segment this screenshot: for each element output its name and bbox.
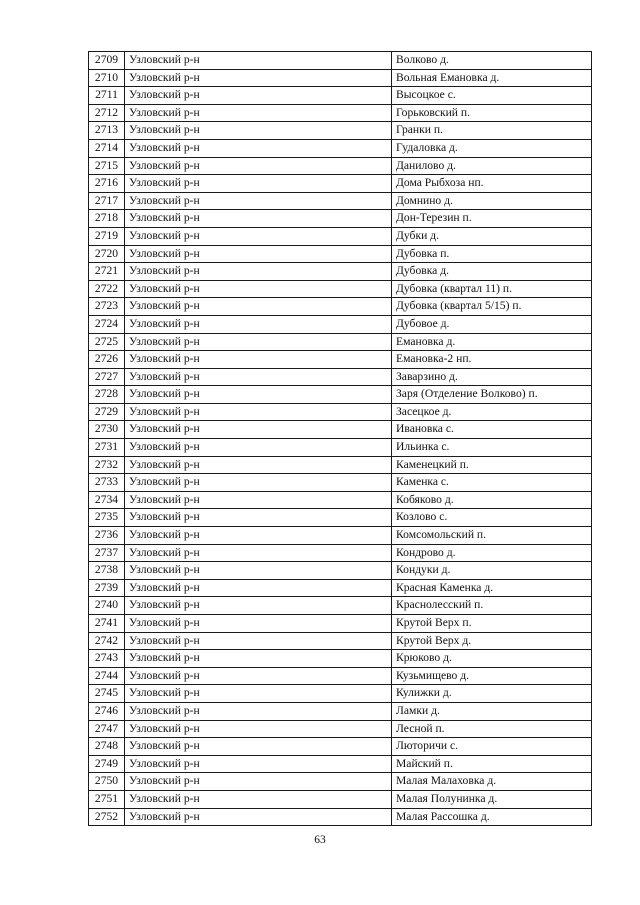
district-cell: Узловский р-н — [125, 456, 392, 474]
district-cell: Узловский р-н — [125, 650, 392, 668]
settlement-cell: Гудаловка д. — [392, 139, 592, 157]
district-cell: Узловский р-н — [125, 227, 392, 245]
settlement-cell: Ламки д. — [392, 702, 592, 720]
table-row — [89, 773, 592, 791]
row-number-cell: 2740 — [89, 597, 125, 615]
table-row — [89, 456, 592, 474]
table-row — [89, 474, 592, 492]
settlement-cell: Дубки д. — [392, 227, 592, 245]
settlement-cell: Волково д. — [392, 52, 592, 70]
settlement-cell: Красная Каменка д. — [392, 579, 592, 597]
row-number-cell: 2725 — [89, 333, 125, 351]
district-cell: Узловский р-н — [125, 527, 392, 545]
table-row — [89, 139, 592, 157]
table-row — [89, 298, 592, 316]
district-cell: Узловский р-н — [125, 192, 392, 210]
table-row — [89, 808, 592, 826]
district-cell: Узловский р-н — [125, 474, 392, 492]
settlement-cell: Емановка-2 нп. — [392, 351, 592, 369]
table-row — [89, 210, 592, 228]
district-cell: Узловский р-н — [125, 790, 392, 808]
settlement-cell: Домнино д. — [392, 192, 592, 210]
settlement-cell: Заря (Отделение Волково) п. — [392, 386, 592, 404]
district-cell: Узловский р-н — [125, 632, 392, 650]
district-cell: Узловский р-н — [125, 351, 392, 369]
row-number-cell: 2750 — [89, 773, 125, 791]
settlement-cell: Ивановка с. — [392, 421, 592, 439]
district-cell: Узловский р-н — [125, 157, 392, 175]
district-cell: Узловский р-н — [125, 509, 392, 527]
row-number-cell: 2734 — [89, 491, 125, 509]
district-cell: Узловский р-н — [125, 104, 392, 122]
district-cell: Узловский р-н — [125, 439, 392, 457]
table-row — [89, 122, 592, 140]
table-row — [89, 562, 592, 580]
table-row — [89, 650, 592, 668]
row-number-cell: 2713 — [89, 122, 125, 140]
district-cell: Узловский р-н — [125, 738, 392, 756]
settlement-cell: Лесной п. — [392, 720, 592, 738]
district-cell: Узловский р-н — [125, 280, 392, 298]
district-cell: Узловский р-н — [125, 263, 392, 281]
row-number-cell: 2737 — [89, 544, 125, 562]
table-row — [89, 104, 592, 122]
table-row — [89, 579, 592, 597]
table-row — [89, 192, 592, 210]
settlement-cell: Крутой Верх д. — [392, 632, 592, 650]
district-cell: Узловский р-н — [125, 579, 392, 597]
table-row — [89, 280, 592, 298]
settlement-cell: Дубовое д. — [392, 315, 592, 333]
settlement-cell: Дубовка (квартал 11) п. — [392, 280, 592, 298]
row-number-cell: 2718 — [89, 210, 125, 228]
table-row — [89, 351, 592, 369]
table-row — [89, 421, 592, 439]
district-cell: Узловский р-н — [125, 597, 392, 615]
settlement-cell: Кулижки д. — [392, 685, 592, 703]
settlement-cell: Дубовка п. — [392, 245, 592, 263]
table-row — [89, 403, 592, 421]
row-number-cell: 2724 — [89, 315, 125, 333]
district-cell: Узловский р-н — [125, 245, 392, 263]
table-row — [89, 597, 592, 615]
district-cell: Узловский р-н — [125, 175, 392, 193]
row-number-cell: 2712 — [89, 104, 125, 122]
row-number-cell: 2747 — [89, 720, 125, 738]
table-row — [89, 175, 592, 193]
district-cell: Узловский р-н — [125, 667, 392, 685]
settlement-cell: Горьковский п. — [392, 104, 592, 122]
district-cell: Узловский р-н — [125, 808, 392, 826]
settlements-table — [88, 51, 592, 826]
row-number-cell: 2738 — [89, 562, 125, 580]
district-cell: Узловский р-н — [125, 685, 392, 703]
row-number-cell: 2716 — [89, 175, 125, 193]
settlement-cell: Ильинка с. — [392, 439, 592, 457]
row-number-cell: 2731 — [89, 439, 125, 457]
row-number-cell: 2715 — [89, 157, 125, 175]
district-cell: Узловский р-н — [125, 122, 392, 140]
district-cell: Узловский р-н — [125, 562, 392, 580]
row-number-cell: 2720 — [89, 245, 125, 263]
table-row — [89, 315, 592, 333]
district-cell: Узловский р-н — [125, 755, 392, 773]
district-cell: Узловский р-н — [125, 720, 392, 738]
settlement-cell: Дон-Терезин п. — [392, 210, 592, 228]
row-number-cell: 2733 — [89, 474, 125, 492]
row-number-cell: 2746 — [89, 702, 125, 720]
settlement-cell: Данилово д. — [392, 157, 592, 175]
settlement-cell: Майский п. — [392, 755, 592, 773]
district-cell: Узловский р-н — [125, 368, 392, 386]
settlement-cell: Каменецкий п. — [392, 456, 592, 474]
row-number-cell: 2749 — [89, 755, 125, 773]
table-row — [89, 738, 592, 756]
settlement-cell: Малая Рассошка д. — [392, 808, 592, 826]
table-row — [89, 386, 592, 404]
row-number-cell: 2717 — [89, 192, 125, 210]
row-number-cell: 2722 — [89, 280, 125, 298]
table-row — [89, 52, 592, 70]
district-cell: Узловский р-н — [125, 139, 392, 157]
settlement-cell: Дубовка (квартал 5/15) п. — [392, 298, 592, 316]
page-number: 63 — [314, 834, 326, 846]
settlement-cell: Краснолесский п. — [392, 597, 592, 615]
settlement-cell: Засецкое д. — [392, 403, 592, 421]
settlement-cell: Козлово с. — [392, 509, 592, 527]
table-row — [89, 509, 592, 527]
row-number-cell: 2719 — [89, 227, 125, 245]
district-cell: Узловский р-н — [125, 333, 392, 351]
row-number-cell: 2739 — [89, 579, 125, 597]
table-row — [89, 720, 592, 738]
row-number-cell: 2723 — [89, 298, 125, 316]
settlement-cell: Крутой Верх п. — [392, 615, 592, 633]
row-number-cell: 2710 — [89, 69, 125, 87]
settlement-cell: Дубовка д. — [392, 263, 592, 281]
district-cell: Узловский р-н — [125, 544, 392, 562]
row-number-cell: 2748 — [89, 738, 125, 756]
row-number-cell: 2721 — [89, 263, 125, 281]
table-row — [89, 227, 592, 245]
table-row — [89, 527, 592, 545]
row-number-cell: 2745 — [89, 685, 125, 703]
table-row — [89, 667, 592, 685]
settlement-cell: Люторичи с. — [392, 738, 592, 756]
row-number-cell: 2727 — [89, 368, 125, 386]
table-row — [89, 245, 592, 263]
table-row — [89, 685, 592, 703]
settlement-cell: Кондрово д. — [392, 544, 592, 562]
row-number-cell: 2711 — [89, 87, 125, 105]
district-cell: Узловский р-н — [125, 210, 392, 228]
settlement-cell: Вольная Емановка д. — [392, 69, 592, 87]
district-cell: Узловский р-н — [125, 87, 392, 105]
settlement-cell: Кузьмищево д. — [392, 667, 592, 685]
row-number-cell: 2751 — [89, 790, 125, 808]
row-number-cell: 2735 — [89, 509, 125, 527]
settlement-cell: Гранки п. — [392, 122, 592, 140]
district-cell: Узловский р-н — [125, 702, 392, 720]
settlement-cell: Кондуки д. — [392, 562, 592, 580]
row-number-cell: 2732 — [89, 456, 125, 474]
table-row — [89, 439, 592, 457]
table-row — [89, 333, 592, 351]
settlement-cell: Малая Полунинка д. — [392, 790, 592, 808]
district-cell: Узловский р-н — [125, 421, 392, 439]
settlement-cell: Высоцкое с. — [392, 87, 592, 105]
table-row — [89, 702, 592, 720]
district-cell: Узловский р-н — [125, 615, 392, 633]
settlement-cell: Дома Рыбхоза нп. — [392, 175, 592, 193]
row-number-cell: 2729 — [89, 403, 125, 421]
table-row — [89, 157, 592, 175]
settlement-cell: Крюково д. — [392, 650, 592, 668]
row-number-cell: 2736 — [89, 527, 125, 545]
row-number-cell: 2726 — [89, 351, 125, 369]
table-row — [89, 263, 592, 281]
district-cell: Узловский р-н — [125, 315, 392, 333]
district-cell: Узловский р-н — [125, 773, 392, 791]
district-cell: Узловский р-н — [125, 52, 392, 70]
settlement-cell: Каменка с. — [392, 474, 592, 492]
row-number-cell: 2730 — [89, 421, 125, 439]
district-cell: Узловский р-н — [125, 491, 392, 509]
table-row — [89, 615, 592, 633]
table-row — [89, 368, 592, 386]
row-number-cell: 2743 — [89, 650, 125, 668]
row-number-cell: 2742 — [89, 632, 125, 650]
settlement-cell: Заварзино д. — [392, 368, 592, 386]
table-row — [89, 755, 592, 773]
row-number-cell: 2728 — [89, 386, 125, 404]
settlement-cell: Малая Малаховка д. — [392, 773, 592, 791]
table-row — [89, 632, 592, 650]
settlement-cell: Кобяково д. — [392, 491, 592, 509]
district-cell: Узловский р-н — [125, 69, 392, 87]
settlement-cell: Емановка д. — [392, 333, 592, 351]
district-cell: Узловский р-н — [125, 386, 392, 404]
row-number-cell: 2752 — [89, 808, 125, 826]
district-cell: Узловский р-н — [125, 403, 392, 421]
row-number-cell: 2714 — [89, 139, 125, 157]
row-number-cell: 2709 — [89, 52, 125, 70]
row-number-cell: 2744 — [89, 667, 125, 685]
table-row — [89, 491, 592, 509]
district-cell: Узловский р-н — [125, 298, 392, 316]
table-row — [89, 87, 592, 105]
row-number-cell: 2741 — [89, 615, 125, 633]
settlements-table-body — [89, 52, 592, 826]
settlement-cell: Комсомольский п. — [392, 527, 592, 545]
table-row — [89, 544, 592, 562]
table-row — [89, 790, 592, 808]
table-row — [89, 69, 592, 87]
